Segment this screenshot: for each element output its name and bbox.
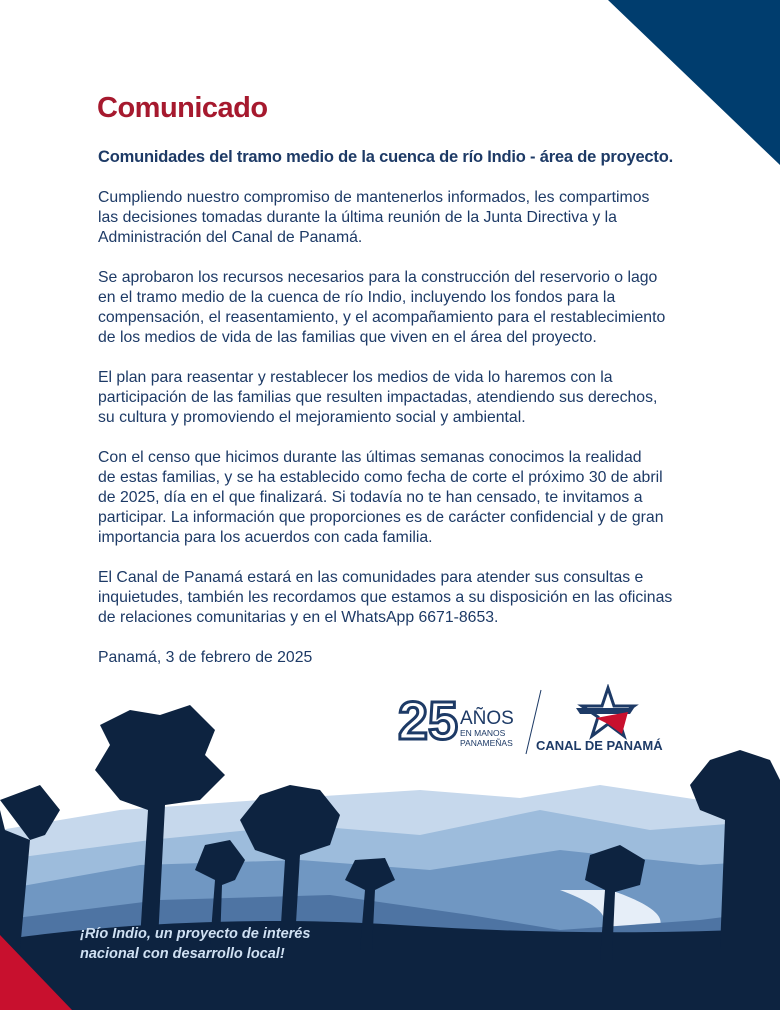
corner-decoration-top-right [608, 0, 780, 165]
text-line: Cumpliendo nuestro compromiso de mantenerlos informados, les compartimos [98, 189, 650, 206]
text-line: compensación, el reasentamiento, y el acompañamiento para el restablecimiento [98, 309, 666, 326]
text-line: Se aprobaron los recursos necesarios para la construcción del reservorio o lago [98, 269, 658, 286]
anniversary-word: AÑOS [460, 708, 514, 729]
subtitle: Comunidades del tramo medio de la cuenca de río Indio - área de proyecto. [98, 148, 673, 166]
text-line: El plan para reasentar y restablecer los medios de vida lo haremos con la [98, 369, 613, 386]
text-line: participar. La información que proporciones es de carácter confidencial y de gran [98, 509, 664, 526]
paragraph [98, 188, 698, 248]
text-line: su cultura y promoviendo el mejoramiento social y ambiental. [98, 409, 526, 426]
slogan-line: ¡Río Indio, un proyecto de interés [80, 926, 311, 942]
slogan-line: nacional con desarrollo local! [80, 946, 285, 962]
text-line: importancia para los acuerdos con cada familia. [98, 529, 433, 546]
paragraph [98, 268, 698, 348]
text-line: Con el censo que hicimos durante las últimas semanas conocimos la realidad [98, 449, 642, 466]
text-line: de los medios de vida de las familias que viven en el área del proyecto. [98, 329, 597, 346]
paragraph [98, 568, 698, 628]
text-line: las decisiones tomadas durante la última reunión de la Junta Directiva y la [98, 209, 617, 226]
canal-star-icon [576, 688, 634, 736]
page-title: Comunicado [97, 92, 268, 124]
anniversary-number: 25 [398, 691, 459, 751]
text-line: de 2025, día en el que finalizará. Si todavía no te han censado, te invitamos a [98, 489, 643, 506]
anniversary-line1: EN MANOS [460, 728, 506, 738]
text-line: Administración del Canal de Panamá. [98, 229, 363, 246]
canal-name: CANAL DE PANAMÁ [536, 738, 663, 753]
anniversary-line2: PANAMEÑAS [460, 738, 513, 748]
date: Panamá, 3 de febrero de 2025 [98, 649, 313, 666]
text-line: inquietudes, también les recordamos que estamos a su disposición en las oficinas [98, 589, 673, 606]
text-line: en el tramo medio de la cuenca de río Indio, incluyendo los fondos para la [98, 289, 616, 306]
paragraph [98, 448, 698, 548]
logos [398, 684, 668, 756]
body-text [98, 188, 698, 648]
logo-25-anos [398, 684, 668, 756]
text-line: participación de las familias que resulten impactadas, atendiendo sus derechos, [98, 389, 658, 406]
text-line: de estas familias, y se ha establecido como fecha de corte el próximo 30 de abril [98, 469, 663, 486]
text-line: de relaciones comunitarias y en el WhatsApp 6671-8653. [98, 609, 499, 626]
text-line: El Canal de Panamá estará en las comunidades para atender sus consultas e [98, 569, 644, 586]
slogan [80, 924, 310, 964]
paragraph [98, 368, 698, 428]
